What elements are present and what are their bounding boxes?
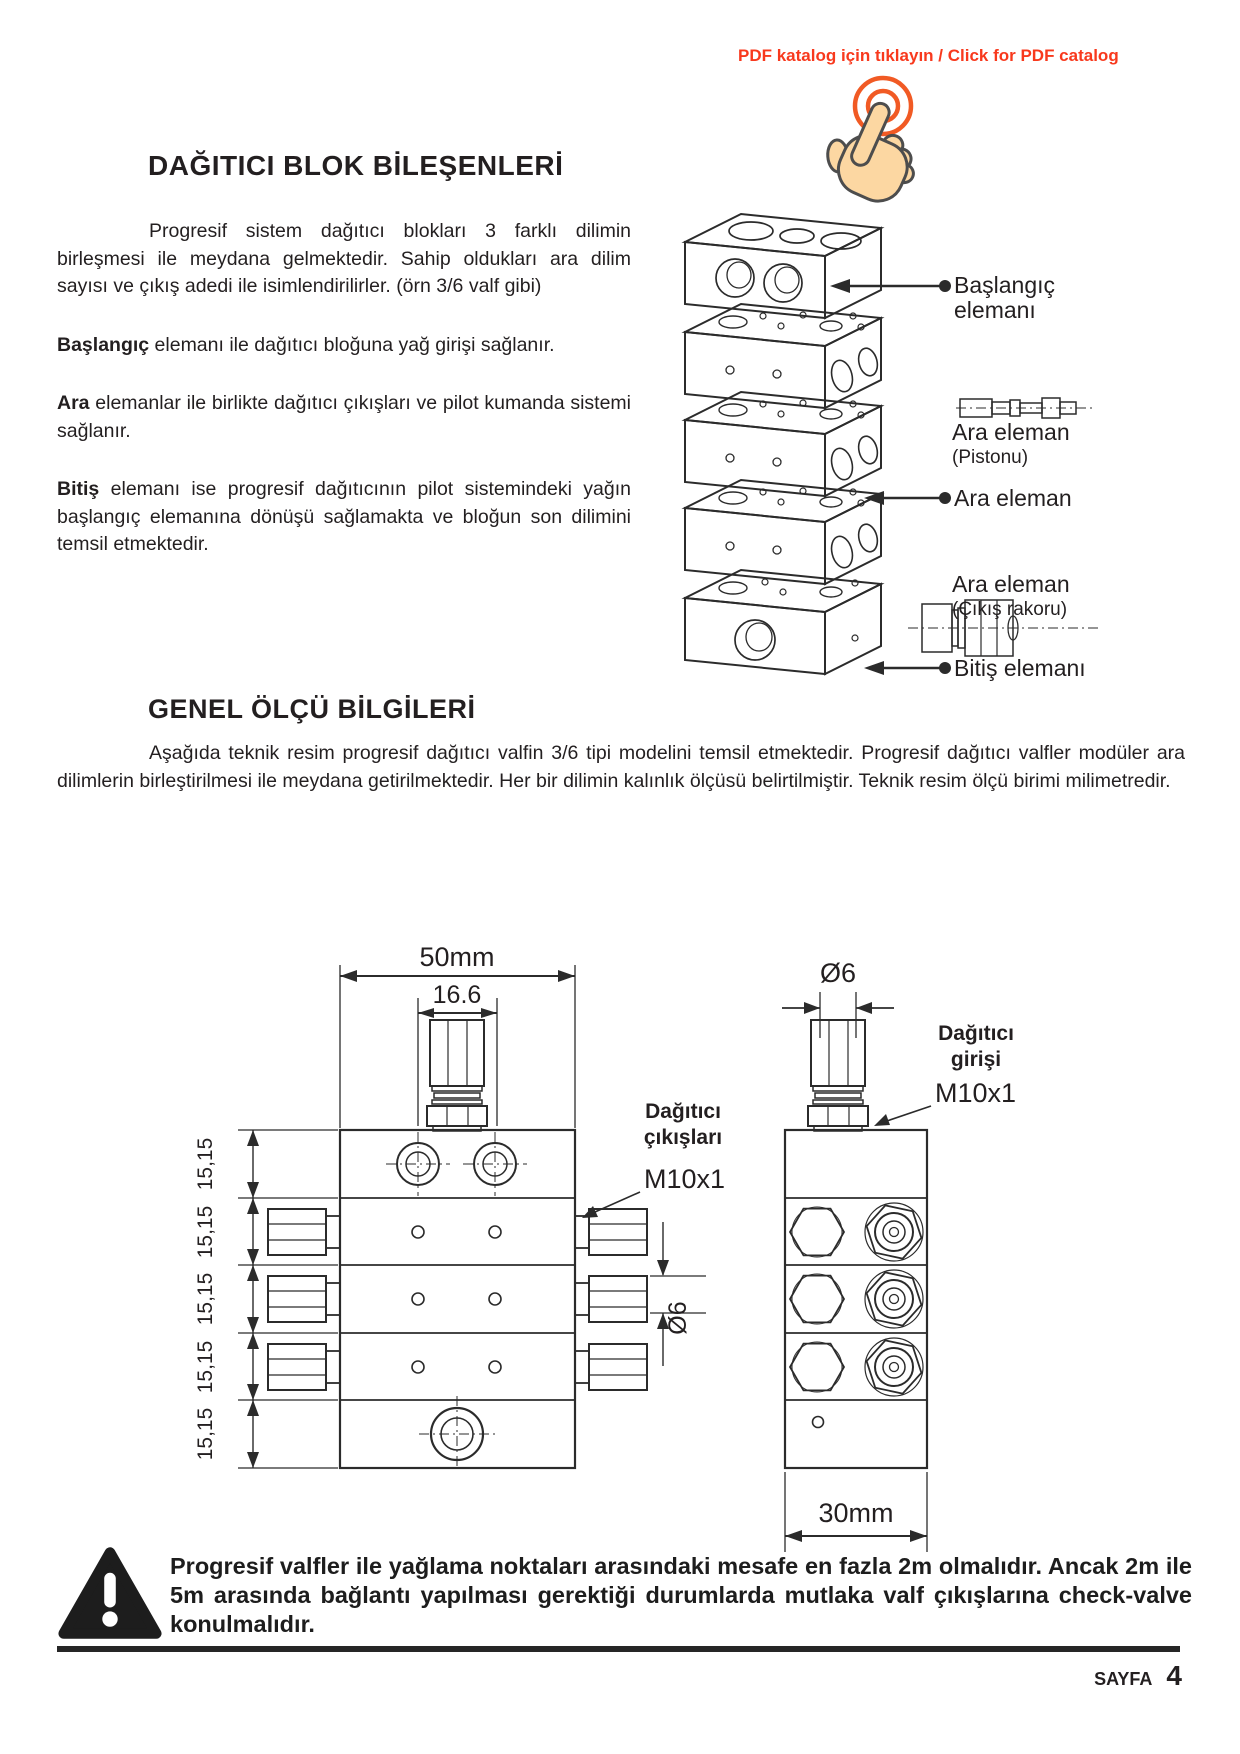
svg-text:M10x1: M10x1	[644, 1164, 726, 1194]
piston-part	[956, 398, 1094, 418]
mid-element-lead: Ara	[57, 392, 90, 414]
slice-thickness-dimensions	[194, 1130, 338, 1468]
svg-text:çıkışları: çıkışları	[643, 1126, 723, 1149]
technical-drawing	[150, 870, 1150, 1570]
mid-element-block-piston	[685, 304, 881, 408]
svg-text:15,15: 15,15	[194, 1272, 217, 1326]
exploded-block-diagram	[660, 200, 1100, 710]
start-element-lead: Başlangıç	[57, 334, 150, 356]
side-slice-fittings	[790, 1203, 926, 1397]
front-fitting-dimension	[418, 981, 497, 1018]
start-element-block	[685, 214, 881, 318]
footer	[1094, 1660, 1182, 1692]
svg-text:50mm: 50mm	[419, 942, 495, 972]
svg-text:Ara eleman: Ara eleman	[952, 419, 1070, 445]
svg-text:30mm: 30mm	[818, 1498, 894, 1528]
svg-text:15,15: 15,15	[194, 1407, 217, 1461]
outlet-diameter-dimension	[650, 1222, 706, 1366]
inlet-diameter-dimension	[782, 958, 894, 1038]
svg-text:elemanı: elemanı	[954, 297, 1036, 323]
pointing-hand-icon	[812, 89, 935, 212]
svg-text:(Çıkış rakoru): (Çıkış rakoru)	[952, 599, 1068, 620]
front-slice-fittings	[268, 1209, 647, 1390]
mid-element-block-outlet	[685, 480, 881, 584]
click-hand-icon[interactable]	[808, 60, 983, 218]
svg-text:Ø6: Ø6	[664, 1301, 692, 1335]
front-view	[194, 942, 725, 1470]
mid-element-text: elemanlar ile birlikte dağıtıcı çıkışları ve pilot kumanda sistemi sağlanır.	[57, 392, 631, 442]
end-element-paragraph	[57, 476, 631, 559]
mid-element-callout	[864, 485, 1072, 511]
svg-text:15,15: 15,15	[194, 1340, 217, 1394]
svg-text:16.6: 16.6	[432, 981, 482, 1009]
svg-text:15,15: 15,15	[194, 1205, 217, 1259]
side-top-fitting	[808, 1020, 868, 1131]
end-element-callout	[864, 655, 1086, 681]
mid-element-block	[685, 392, 881, 496]
components-title: DAĞITICI BLOK BİLEŞENLERİ	[148, 150, 564, 181]
start-element-paragraph	[57, 332, 631, 360]
warning-triangle-icon	[57, 1545, 163, 1643]
footer-page-label: SAYFA	[1094, 1669, 1153, 1689]
svg-text:Ara eleman: Ara eleman	[954, 485, 1072, 511]
piston-callout	[952, 419, 1070, 468]
side-view	[782, 958, 1016, 1552]
svg-text:Bitiş elemanı: Bitiş elemanı	[954, 655, 1086, 681]
outlet-thread-callout	[582, 1100, 725, 1218]
footer-rule	[57, 1646, 1180, 1652]
svg-text:Dağıtıcı: Dağıtıcı	[645, 1100, 721, 1123]
side-pilot-hole	[813, 1417, 824, 1428]
front-top-fitting	[427, 1020, 487, 1131]
svg-text:(Pistonu): (Pistonu)	[952, 447, 1029, 468]
footer-page-number: 4	[1166, 1660, 1182, 1691]
svg-text:Ara eleman: Ara eleman	[952, 571, 1070, 597]
front-bottom-port	[419, 1396, 495, 1470]
outlet-callout	[952, 571, 1070, 620]
pdf-catalog-link[interactable]: PDF katalog için tıklayın / Click for PDF catalog	[738, 46, 1119, 65]
end-element-lead: Bitiş	[57, 478, 100, 500]
side-depth-dimension	[785, 1472, 927, 1552]
mid-element-paragraph	[57, 390, 631, 445]
end-element-block	[685, 570, 881, 674]
svg-text:Başlangıç: Başlangıç	[954, 272, 1056, 298]
svg-text:Ø6: Ø6	[819, 958, 857, 988]
front-width-dimension	[340, 942, 575, 982]
start-element-text: elemanı ile dağıtıcı bloğuna yağ girişi sağlanır.	[149, 334, 555, 356]
svg-text:M10x1: M10x1	[935, 1078, 1017, 1108]
svg-text:girişi: girişi	[950, 1048, 1002, 1071]
inlet-thread-callout	[874, 1022, 1016, 1126]
end-element-text: elemanı ise progresif dağıtıcının pilot sistemindeki yağın başlangıç elemanına dönüşü sağlamakta ve bloğun son dilimini temsil etmektedir.	[57, 478, 631, 556]
svg-text:15,15: 15,15	[194, 1137, 217, 1191]
front-top-ports	[386, 1132, 527, 1196]
components-intro: Progresif sistem dağıtıcı blokları 3 farklı dilimin birleşmesi ile meydana gelmektedir. Sahip oldukları ara dilim sayısı ve çıkış adedi ile isimlendirilirler. (örn 3/6 valf gibi)	[57, 220, 631, 298]
warning-text: Progresif valfler ile yağlama noktaları arasındaki mesafe en fazla 2m olmalıdır. Ancak 2m ile 5m arasında bağlantı yapılması gerektiği durumlarda mutlaka valf çıkışlarına check-valve konulmalıdır.	[170, 1553, 1192, 1638]
svg-text:Dağıtıcı: Dağıtıcı	[938, 1022, 1014, 1045]
dimensions-title: GENEL ÖLÇÜ BİLGİLERİ	[148, 694, 476, 724]
dimensions-intro: Aşağıda teknik resim progresif dağıtıcı valfin 3/6 tipi modelini temsil etmektedir. Progresif dağıtıcı valfler modüler ara dilimlerin birleştirilmesi ile meydana getirilmektedir. Her bir dilimin kalınlık ölçüsü belirtilmiştir. Teknik resim ölçü birimi milimetredir.	[57, 742, 1185, 792]
